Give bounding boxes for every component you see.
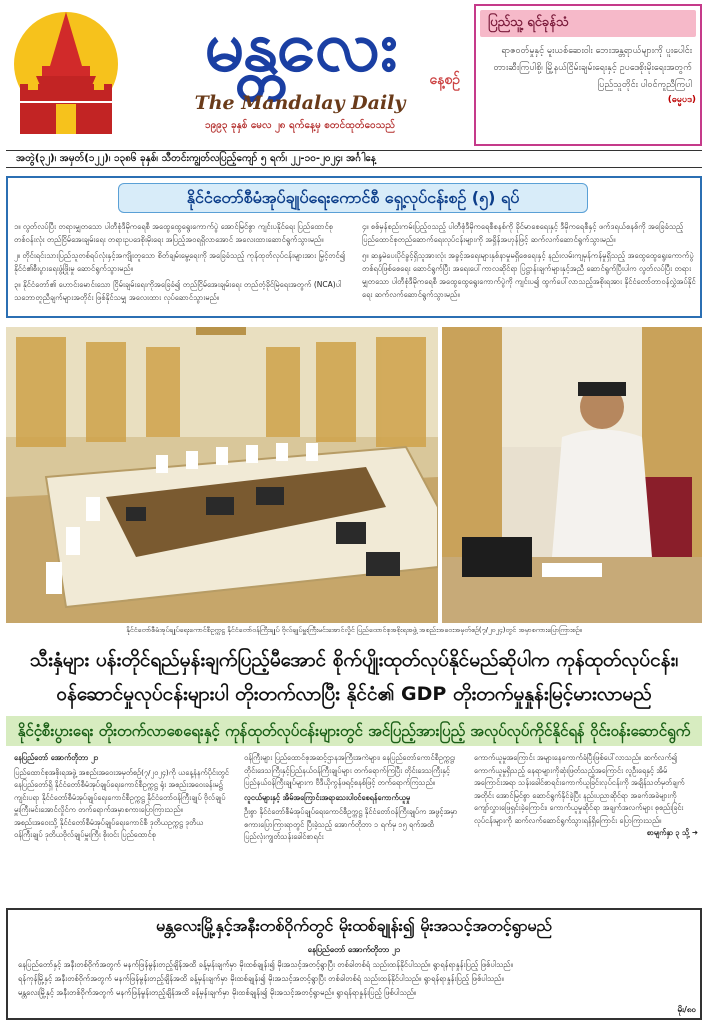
objectives-left-column <box>14 220 354 307</box>
motto-text: ရာဇဝတ်မှုနှင့် မူးယစ်ဆေးဝါး ဘေးအန္တရာယ်များကို ပူးပေါင်းတားဆီးကြပါစို့၊ မြို့နယ်ငြိမ်းချမ်းရေးနှင့် ဥပဒေစိုးမိုးရေးအတွက် ပြည်သူတိုင်း ပါဝင်ကူညီကြပါ <box>493 46 692 90</box>
sub-headline: နိုင်ငံ့စီးပွားရေး တိုးတက်လာစေရေးနှင့် ကုန်ထုတ်လုပ်ငန်းများတွင် အင်ပြည့်အားပြည့် အလုပ်လုပ်ကိုင်နိုင်ရန် ဝိုင်းဝန်းဆောင်ရွက် <box>6 716 702 746</box>
article-paragraph: ဝန်ကြီးများ ပြည်ထောင်စုအဆင့်ဌာနအကြီးအကဲများ၊ နေပြည်တော်ကောင်စီဥက္ကဋ္ဌ၊ တိုင်းဒေသကြီးနှင့်ပြည်နယ်ဝန်ကြီးချုပ်များ တက်ရောက်ကြပြီး တိုင်းဒေသကြီးနှင့် ပြည်နယ်ဝန်ကြီးချုပ်များက ဗီဒီယိုကွန်ဖရင့်စနစ်ဖြင့် တက်ရောက်ကြသည်။ <box>244 753 456 787</box>
pagoda-emblem-icon <box>6 4 126 144</box>
objectives-title: နိုင်ငံတော်စီမံအုပ်ချုပ်ရေးကောင်စီ ရှေ့လုပ်ငန်းစဉ် (၅) ရပ် <box>118 183 588 213</box>
masthead <box>130 6 470 146</box>
masthead-subtitle: နေ့စဉ် <box>429 72 460 88</box>
motto-title: ပြည်သူ့ ရင်ခုန်သံ <box>480 10 696 37</box>
meeting-hall-photo <box>6 327 438 623</box>
masthead-english-title: The Mandalay Daily <box>194 92 406 114</box>
weather-title: မန္တလေးမြို့နှင့်အနီးတစ်ဝိုက်တွင် မိုးထစ်ချုန်း၍ မိုးအသင့်အတင့်ရွာမည် <box>156 916 552 935</box>
objective-item: ၄။ စစ်မှန်စည်းကမ်းပြည့်ဝသည့် ပါတီစုံဒီမိုကရေစီစနစ်ကို ခိုင်မာစေရေးနှင့် ဒီမိုကရေစီနှင့် ဖက်ဒရယ်စနစ်ကို အခြေခံသည့် ပြည်ထောင်စုတည်ဆောက်ရေးလုပ်ငန်းများကို အရှိန်အဟုန်ဖြင့် ဆက်လက်ဆောင်ရွက်သွားမည်။ <box>362 222 684 244</box>
weather-dateline: နေပြည်တော် အောက်တိုဘာ ၂၁ <box>307 945 401 954</box>
objective-item: ၁။ လွတ်လပ်ပြီး တရားမျှတသော ပါတီစုံဒီမိုကရေစီ အထွေထွေရွေးကောက်ပွဲ အောင်မြင်စွာ ကျင်းပနိုင်ရေး ပြည်ထောင်စုတစ်ဝန်းလုံး တည်ငြိမ်အေးချမ်းရေး တရားဥပဒေစိုးမိုးရေး အပြည့်အဝရရှိလာအောင် အလေးထားဆောင်ရွက်သွားမည်။ <box>14 222 334 244</box>
article-column-1 <box>14 752 229 842</box>
motto-box <box>474 4 702 146</box>
masthead-title: မန္တလေး <box>204 4 396 87</box>
masthead-tagline: ၁၉၉၃ ခုနှစ် မေလ ၂၈ ရက်နေ့မှ စတင်ထုတ်ဝေသည် <box>204 120 395 131</box>
objectives-right-column <box>362 220 696 304</box>
speaker-image-icon <box>442 327 702 623</box>
objective-item: ၅။ ဆန္ဒမဲပေးပိုင်ခွင့်ရှိသူအားလုံး အခွင့်အရေးများနှစ်နာမှုမရှိစေရေးနှင့် နည်းလမ်းကျမှန်ကန်မှုရှိသည့် အထွေထွေရွေးကောက်ပွဲတစ်ရပ်ဖြစ်စေရေး ဆောင်ရွက်ပြီး အရေးပေါ်ကာလဆိုင်ရာ ပြဋ္ဌာန်းချက်များနှင့်အညီ ဆောင်ရွက်ပြီးပါက လွတ်လပ်ပြီး တရားမျှတသော ပါတီစုံဒီမိုကရေစီ အထွေထွေရွေးကောက်ပွဲကို ကျင်းပ၍ ထွက်ပေါ်လာသည့်အစိုးရအား နိုင်ငံတော်တာဝန်လွှဲအပ်နိုင်ရေး ဆက်လက်ဆောင်ရွက်သွားမည်။ <box>362 251 696 299</box>
objective-item: ၂။ တိုင်းရင်းသားပြည်သူတစ်ရပ်လုံးနှင့်အကျိုးတူသော စိတ်ချမ်းမွေ့ရေးကို အခြေခံသည့် ကုန်ထုတ်လုပ်ငန်းများအား မြှင့်တင်၍ နိုင်ငံ၏စီးပွားရေးဖွံ့ဖြိုးမှု ဆောင်ရွက်သွားမည်။ <box>14 251 346 273</box>
article-paragraph: ပြည်ထောင်စုအစိုးရအဖွဲ့ အစည်းအဝေးအမှတ်စဉ်(၇/၂၀၂၄)ကို ယနေ့နံနက်ပိုင်းတွင် နေပြည်တော်ရှိ နိုင်ငံတော်စီမံအုပ်ချုပ်ရေးကောင်စီဥက္ကဋ္ဌ ရုံး အစည်းအဝေးခန်းမ၌ ကျင်းပရာ နိုင်ငံတော်စီမံအုပ်ချုပ်ရေးကောင်စီဥက္ကဋ္ဌ နိုင်ငံတော်ဝန်ကြီးချုပ် ဗိုလ်ချုပ်မှူးကြီးမင်းအောင်လှိုင်က တက်ရောက်အမှာစကားပြောကြားသည်။ <box>14 767 229 814</box>
article-paragraph: ဦးစွာ နိုင်ငံတော်စီမံအုပ်ချုပ်ရေးကောင်စီဥက္ကဋ္ဌ နိုင်ငံတော်ဝန်ကြီးချုပ်က အဖွင့်အမှာစကားပြောကြားရာတွင် ပြီးခဲ့သည့် အောက်တိုဘာ ၁ ရက်မှ ၁၅ ရက်အထိ ပြည်လုံးကျွတ်သန်းခေါင်စာရင်း <box>244 807 458 841</box>
objective-item: ၃။ နိုင်ငံတော်၏ ဟောင်းမောင်းသော ငြိမ်းချမ်းရေးကိုအခြေခံ၍ တည်ငြိမ်အေးချမ်းရေး တည်တံ့ခိုင်မြဲရေးအတွက် (NCA)ပါ သဘောတူညီချက်များအတိုင်း ဖြစ်နိုင်သမျှ အလေးထား လုပ်ဆောင်သွားမည်။ <box>14 280 342 302</box>
article-column-2 <box>244 752 459 844</box>
meeting-hall-image-icon <box>6 327 438 623</box>
weather-forecast-item: ရန်ကုန်မြို့နှင့် အနီးတစ်ဝိုက်အတွက် မနက်ဖြန်မွန်းတည့်ချိန်အထိ ခန့်မှန်းချက်မှာ မိုးထစ်ချုန်း၍ မိုးအသင့်အတင့်ရွာပြီး တစ်ခါတစ်ရံ သည်းထန်နိုင်ပါသည်။ ရွာရန်ရာနှုန်းပြည့် ဖြစ်ပါသည်။ <box>18 974 504 983</box>
newspaper-logo <box>6 4 126 144</box>
motto-source: (ဓမ္မပဒ) <box>667 95 696 105</box>
main-headline-line2: ဝန်ဆောင်မှုလုပ်ငန်းများပါ တိုးတက်လာပြီး နိုင်ငံ၏ GDP တိုးတက်မှုနှုန်းမြင့်မားလာမည် <box>56 683 652 705</box>
weather-forecast-item: နေပြည်တော်နှင့် အနီးတစ်ဝိုက်အတွက် မနက်ဖြန်မွန်းတည့်ချိန်အထိ ခန့်မှန်းချက်မှာ မိုးထစ်ချုန်း၍ မိုးအသင့်အတင့်ရွာပြီး တစ်ခါတစ်ရံ သည်းထန်နိုင်ပါသည်။ ရွာရန်ရာနှုန်းပြည့် ဖြစ်ပါသည်။ <box>18 960 513 969</box>
speaker-photo <box>442 327 702 623</box>
article-column-3 <box>474 752 698 840</box>
article-dateline: နေပြည်တော် အောက်တိုဘာ ၂၁ <box>14 753 99 762</box>
continued-on-page-link[interactable]: စာမျက်နှာ ၃ သို့ ➜ <box>646 828 698 837</box>
main-headline-line1: သီးနှံများ ပန်းတိုင်ရည်မှန်းချက်ပြည့်မီအောင် စိုက်ပျိုးထုတ်လုပ်နိုင်မည်ဆိုပါက ကုန်ထုတ်လုပ်ငန်း၊ <box>29 649 679 671</box>
article-paragraph: ကောက်ယူမှုအကြောင်း အများနေကောက်ခံပြီးဖြစ်ပေါ်လာသည်။ ဆက်လက်၍ ကောက်ယူမှုရှိသည့် နေရာများကိုဆုံးဖြတ်သည့်အကြောင်း လူဦးရေနှင့် အိမ်အကြောင်းအရာ သန်းခေါင်စာရင်းကောက်ယူခြင်းလုပ်ငန်းကို အချိန်သတ်မှတ်ချက်အတိုင်း အောင်မြင်စွာ ဆောင်ရွက်နိုင်ခဲ့ပြီး နည်းပညာဆိုင်ရာ အခက်အခဲများကို ကျော်လွှားဖြေရှင်းခဲ့ကြောင်း၊ ကောက်ယူမှုဆိုင်ရာ အချက်အလက်များ စုစည်းခြင်း လုပ်ငန်းများကို ဆက်လက်ဆောင်ရွက်သွားရန်ရှိကြောင်း ပြောကြားသည်။ <box>474 753 685 825</box>
article-paragraph: အစည်းအဝေးသို့ နိုင်ငံတော်စီမံအုပ်ချုပ်ရေးကောင်စီ ဒုတိယဥက္ကဋ္ဌ ဒုတိယဝန်ကြီးချုပ် ဒုတိယဗိုလ်ချုပ်မှူးကြီး စိုးဝင်း ပြည်ထောင်စု <box>14 817 204 839</box>
weather-code: မိုး/၈၀ <box>677 1005 696 1014</box>
weather-forecast-item: မန္တလေးမြို့နှင့် အနီးတစ်ဝိုက်အတွက် မနက်ဖြန်မွန်းတည့်ချိန်အထိ ခန့်မှန်းချက်မှာ မိုးထစ်ချုန်း၍ မိုးအသင့်အတင့်ရွာမည်။ ရွာရန်ရာနှုန်းပြည့် ဖြစ်ပါသည်။ <box>18 988 417 997</box>
weather-forecast-list <box>18 958 694 1000</box>
article-subheading: လူငယ်များနှင့် အိမ်အကြောင်းအရာသေးပါဝင်စေရန်ကောက်ယူမှု <box>244 792 411 802</box>
issue-dateline: အတွဲ(၃၂)၊ အမှတ်(၁၂၂)၊ ၁၃၈၆ ခုနှစ်၊ သီတင်းကျွတ်လပြည့်ကျော် ၅ ရက်၊ ၂၂-၁၀-၂၀၂၄၊ အင်္ဂါနေ့ <box>6 150 702 168</box>
photo-caption: နိုင်ငံတော်စီမံအုပ်ချုပ်ရေးကောင်စီဥက္ကဋ္ဌ နိုင်ငံတော်ဝန်ကြီးချုပ် ဗိုလ်ချုပ်မှူးကြီးမင်းအောင်လှိုင် ပြည်ထောင်စုအစိုးရအဖွဲ့ အစည်းအဝေးအမှတ်စဉ်(၇/၂၀၂၄)တွင် အမှာစကားပြောကြားစဉ်။ <box>126 626 582 634</box>
